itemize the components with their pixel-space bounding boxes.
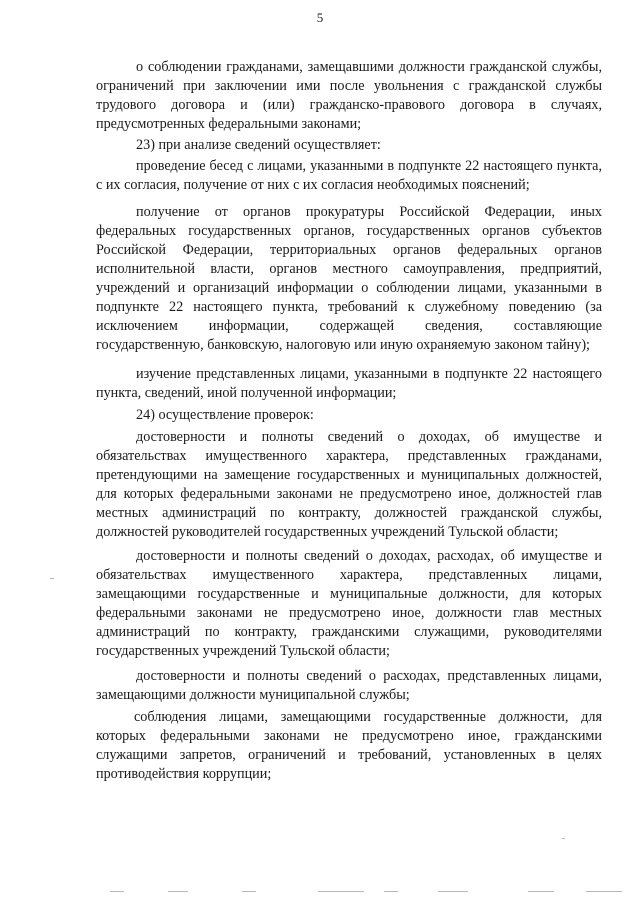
scan-artifact-bottom-5 [384,891,398,892]
document-body [96,58,602,784]
paragraph-study-submitted: изучение представленных лицами, указанными в подпункте 22 настоящего пункта, сведений, иной полученной информации; [96,366,602,401]
scan-artifact-bottom-1 [110,891,124,892]
paragraph-checks-compliance: соблюдения лицами, замещающими государственные должности, для которых федеральными законами не предусмотрено иное, гражданскими служащими запретов, ограничений и требований, установленных в целях противодействия коррупции; [96,709,602,782]
scan-artifact-left-margin [50,578,54,579]
scan-artifact-bottom-4 [318,891,364,892]
paragraph-compliance-restrictions: о соблюдении гражданами, замещавшими должности гражданской службы, ограничений при заключении ими после увольнения с гражданской службы трудового договора и (или) гражданско-правового договора в случаях, предусмотренных федеральными законами; [96,59,602,132]
scan-artifact-bottom-3 [242,891,256,892]
paragraph-item-24-heading: 24) осуществление проверок: [136,407,314,423]
paragraph-checks-officials: достоверности и полноты сведений о доходах, расходах, об имуществе и обязательствах имущественного характера, представленных лицами, замещающими государственные и муниципальные должности, для которых федеральными законами не предусмотрено иное, должности глав местных администраций по контракту, гражданскими служащими, руководителями государственных учреждений Тульской области; [96,548,602,659]
page-number: 5 [316,10,324,25]
scan-artifact-bottom-8 [586,891,622,892]
scan-artifact-bottom-7 [528,891,554,892]
scan-artifact-bottom-2 [168,891,188,892]
paragraph-item-23-heading: 23) при анализе сведений осуществляет: [136,137,381,153]
scan-artifact-bottom-6 [438,891,468,892]
paragraph-checks-candidates: достоверности и полноты сведений о доходах, об имуществе и обязательствах имущественного характера, представленных гражданами, претендующими на замещение государственных и муниципальных должностей, для которых федеральными законами не предусмотрено иное, должностей глав местных администраций по контракту, должностей гражданской службы, должностей руководителей государственных учреждений Тульской области; [96,429,602,540]
paragraph-checks-municipal-expenses: достоверности и полноты сведений о расходах, представленных лицами, замещающими должности муниципальной службы; [96,668,602,703]
scan-artifact-right-margin [562,838,565,839]
paragraph-obtaining-information: получение от органов прокуратуры Российской Федерации, иных федеральных государственных органов, государственных органов субъектов Российской Федерации, территориальных органов федеральных органов исполнительной власти, органов местного самоуправления, предприятий, учреждений и организаций информации о соблюдении лицами, указанными в подпункте 22 настоящего пункта, требований к служебному поведению (за исключением информации, содержащей сведения, составляющие государственную, банковскую, налоговую или иную охраняемую законом тайну); [96,204,602,353]
paragraph-conversations: проведение бесед с лицами, указанными в подпункте 22 настоящего пункта, с их согласия, получение от них с их согласия необходимых пояснений; [96,158,602,193]
